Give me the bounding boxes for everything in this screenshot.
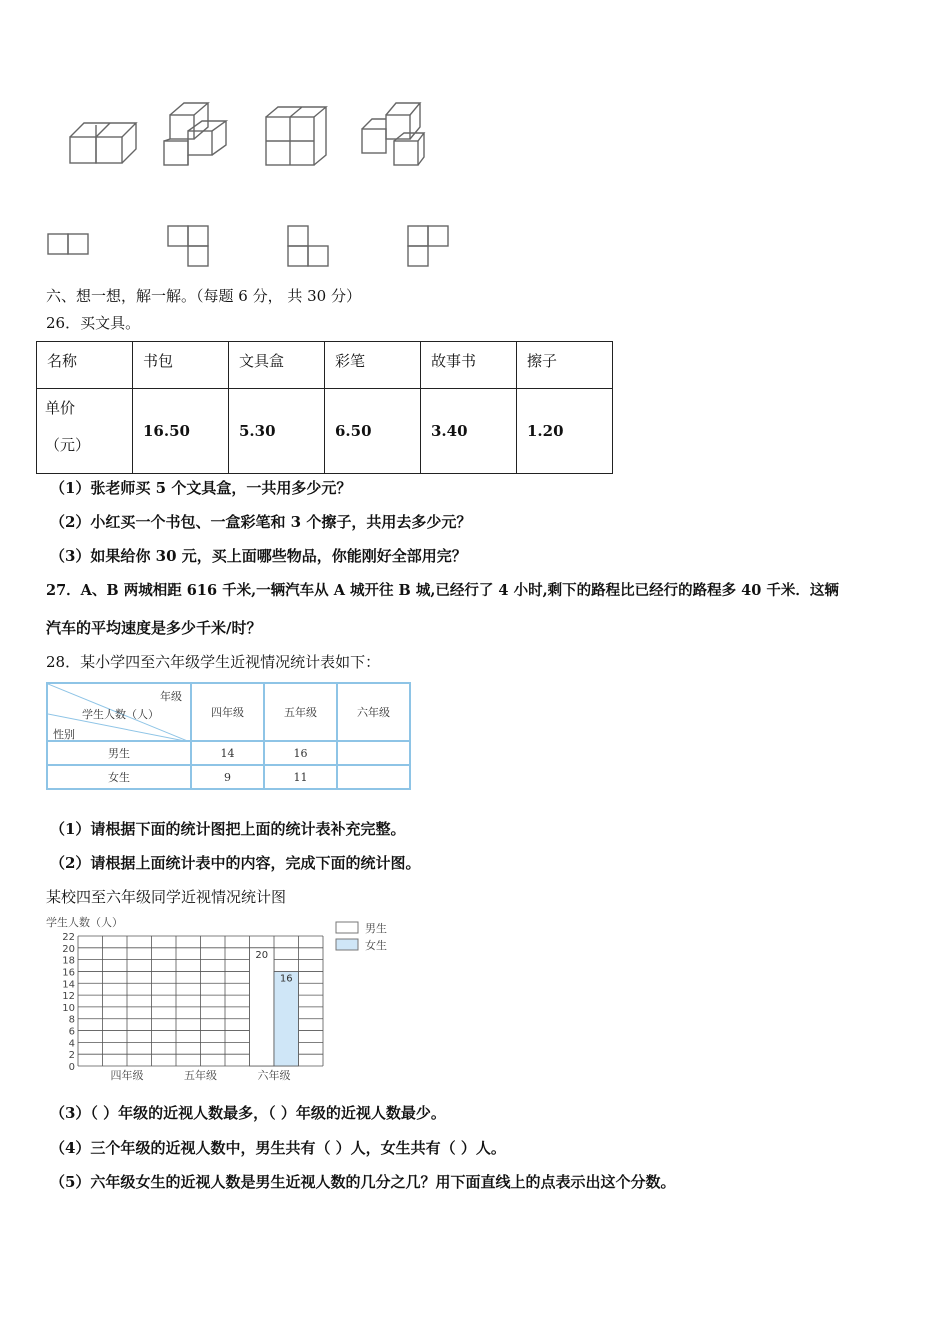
stationery-price-table — [36, 341, 613, 474]
item-price: 1.20 — [527, 422, 564, 440]
grade-col-header: 四年级 — [191, 683, 264, 741]
bar-boys — [250, 948, 275, 1066]
x-tick-label: 四年级 — [110, 1069, 144, 1082]
y-tick-label: 18 — [62, 955, 75, 967]
item-price: 5.30 — [239, 422, 276, 440]
cube-figure-2 — [164, 103, 226, 165]
y-tick-label: 12 — [62, 991, 75, 1003]
myopia-bar-chart — [40, 912, 410, 1087]
diagonal-header-cell — [47, 683, 191, 741]
y-tick-label: 8 — [68, 1014, 75, 1026]
y-tick-label: 20 — [62, 943, 75, 955]
chart-bars — [250, 948, 299, 1066]
cube-figure-1 — [70, 123, 136, 163]
q26-sub2: （2）小红买一个书包、一盒彩笔和 3 个擦子，共用去多少元？ — [50, 513, 472, 531]
bar-data-label: 16 — [279, 973, 293, 985]
q26-sub1: （1）张老师买 5 个文具盒，一共用多少元？ — [50, 479, 352, 497]
view-figure-3 — [288, 226, 328, 266]
item-name: 文具盒 — [239, 352, 285, 370]
price-unit-label: （元） — [45, 436, 91, 454]
table-cell: 14 — [191, 741, 264, 765]
item-name: 擦子 — [527, 352, 558, 370]
item-price: 3.40 — [431, 422, 468, 440]
table-row — [47, 683, 410, 741]
row-label: 男生 — [47, 741, 191, 765]
y-tick-label: 14 — [62, 979, 75, 991]
grade-col-header: 五年级 — [264, 683, 337, 741]
y-tick-label: 10 — [62, 1002, 75, 1014]
item-name: 故事书 — [431, 352, 477, 370]
item-price: 6.50 — [335, 422, 372, 440]
q26-title: 26．买文具。 — [46, 314, 141, 332]
cube-figure-3 — [266, 107, 326, 165]
q26-sub3: （3）如果给你 30 元，买上面哪些物品，你能刚好全部用完？ — [50, 547, 467, 565]
item-name: 书包 — [143, 352, 174, 370]
table-cell — [337, 765, 410, 789]
y-tick-label: 6 — [68, 1026, 75, 1038]
legend-label-boys: 男生 — [365, 922, 387, 935]
x-tick-labels — [111, 1068, 291, 1082]
cube-figures-row — [60, 95, 440, 175]
q27-line2: 汽车的平均速度是多少千米/时？ — [46, 619, 262, 637]
bar-girls — [274, 971, 299, 1066]
chart-title: 某校四至六年级同学近视情况统计图 — [46, 888, 287, 906]
q28-sub3: （3）（ ）年级的近视人数最多，（ ）年级的近视人数最少。 — [50, 1104, 446, 1122]
table-row — [47, 741, 410, 765]
row-label: 女生 — [47, 765, 191, 789]
table-row — [47, 765, 410, 789]
y-axis-label: 学生人数（人） — [46, 916, 123, 929]
table-row — [37, 389, 613, 474]
chart-legend — [336, 921, 387, 952]
q28-sub1: （1）请根据下面的统计图把上面的统计表补充完整。 — [50, 820, 406, 838]
table-cell: 11 — [264, 765, 337, 789]
y-tick-label: 4 — [68, 1038, 75, 1050]
q27-line1: 27．A、B 两城相距 616 千米,一辆汽车从 A 城开往 B 城,已经行了 4 小时,剩下的路程比已经行的路程多 40 千米．这辆 — [46, 582, 839, 599]
cube-figure-4 — [362, 103, 424, 165]
name-label: 名称 — [47, 352, 78, 370]
y-tick-label: 22 — [62, 932, 75, 943]
item-price: 16.50 — [143, 422, 190, 440]
x-tick-label: 五年级 — [184, 1069, 217, 1082]
table-cell: 16 — [264, 741, 337, 765]
q28-sub2: （2）请根据上面统计表中的内容，完成下面的统计图。 — [50, 854, 421, 872]
section-six-heading: 六、想一想，解一解。（每题 6 分， 共 30 分） — [46, 287, 361, 305]
legend-swatch-boys — [336, 922, 358, 933]
table-row — [37, 342, 613, 389]
y-tick-label: 16 — [62, 967, 75, 979]
header-gender: 性别 — [53, 728, 75, 741]
table-cell — [337, 741, 410, 765]
y-tick-label: 0 — [68, 1062, 75, 1073]
bar-data-label: 20 — [255, 949, 269, 961]
y-tick-labels — [62, 932, 75, 1073]
myopia-table — [46, 682, 411, 790]
view-figures-row — [40, 218, 460, 273]
q28-sub4: （4）三个年级的近视人数中，男生共有（ ）人，女生共有（ ）人。 — [50, 1139, 506, 1157]
legend-swatch-girls — [336, 939, 358, 950]
q28-title: 28．某小学四至六年级学生近视情况统计表如下： — [46, 653, 381, 671]
table-cell: 9 — [191, 765, 264, 789]
x-tick-label: 六年级 — [257, 1069, 291, 1082]
y-tick-label: 2 — [68, 1050, 75, 1062]
view-figure-4 — [408, 226, 448, 266]
q28-sub5: （5）六年级女生的近视人数是男生近视人数的几分之几？用下面直线上的点表示出这个分数。 — [50, 1173, 676, 1191]
view-figure-1 — [48, 234, 88, 254]
item-name: 彩笔 — [335, 352, 366, 370]
grade-col-header: 六年级 — [337, 683, 410, 741]
header-student-count: 学生人数（人） — [82, 708, 159, 721]
view-figure-2 — [168, 226, 208, 266]
legend-label-girls: 女生 — [365, 939, 387, 952]
header-grade: 年级 — [160, 690, 182, 703]
price-label: 单价 — [45, 399, 76, 417]
